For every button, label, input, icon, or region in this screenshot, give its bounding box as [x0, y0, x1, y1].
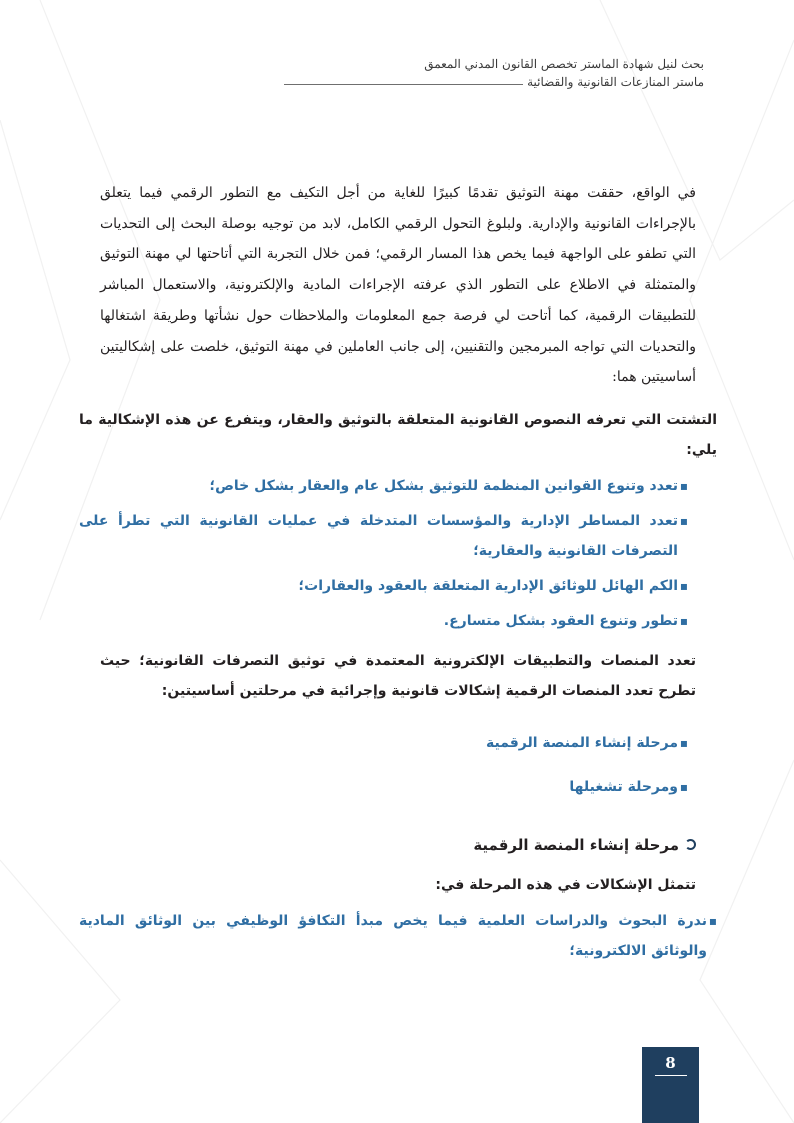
- second-problem-paragraph: تعدد المنصات والتطبيقات الإلكترونية المعتمدة في توثيق التصرفات القانونية؛ حيث تطرح تعدد المنصات الرقمية إشكالات قانونية وإجرائية في مرحلتين أساسيتين:: [100, 652, 696, 699]
- bullet-icon: ▪: [708, 913, 717, 928]
- list-item-text: ومرحلة تشغيلها: [569, 778, 678, 795]
- list-item: [100, 772, 688, 802]
- list-item-text: الكم الهائل للوثائق الإدارية المتعلقة بالعقود والعقارات؛: [298, 577, 678, 594]
- page-body: [79, 178, 717, 976]
- bullet-icon: ▪: [679, 735, 688, 750]
- list-item: [79, 506, 688, 566]
- list-item-text: تعدد وتنوع القوانين المنظمة للتوثيق بشكل عام والعقار بشكل خاص؛: [209, 477, 678, 494]
- sub-heading: تتمثل الإشكالات في هذه المرحلة في:: [435, 876, 696, 893]
- list-item: [100, 728, 688, 758]
- list-item-text: مرحلة إنشاء المنصة الرقمية: [486, 734, 678, 751]
- list-item: [79, 471, 688, 501]
- list-item-text: تطور وتنوع العقود بشكل متسارع.: [443, 612, 678, 629]
- bullet-icon: ▪: [679, 513, 688, 528]
- list-item: [79, 906, 717, 966]
- list-item: [79, 606, 688, 636]
- list-item-text: تعدد المساطر الإدارية والمؤسسات المتدخلة في عمليات القانونية التي تطرأ على التصرفات القانونية والعقارية؛: [79, 512, 678, 559]
- second-problem-list: [100, 728, 688, 802]
- intro-paragraph: في الواقع، حققت مهنة التوثيق تقدمًا كبيرًا للغاية من أجل التكيف مع التطور الرقمي فيما يتعلق بالإجراءات القانونية والإدارية. ولبلوغ التحول الرقمي الكامل، لابد من توجيه بوصلة البحث إلى التحديات التي تطفو على الواجهة فيما يخص هذا المسار الرقمي؛ فمن خلال التجربة التي أتاحتها لي مهنة التوثيق والمتمثلة في الاطلاع على التطور الذي عرفته الإجراءات المادية والإلكترونية، والاستعمال المباشر للتطبيقات الرقمية، كما أتاحت لي فرصة جمع المعلومات والملاحظات حول نشأتها وطريقة اشتغالها والتحديات التي تواجه المبرمجين والتقنيين، إلى جانب العاملين في مهنة التوثيق، خلصت على إشكاليتين أساسيتين هما:: [100, 185, 696, 386]
- list-item: [79, 571, 688, 601]
- bullet-icon: ▪: [679, 578, 688, 593]
- stage-problems-list: [79, 906, 717, 966]
- bullet-icon: ▪: [679, 478, 688, 493]
- section-heading: [100, 830, 704, 860]
- page-number-box: [642, 1047, 699, 1123]
- list-item-text: ندرة البحوث والدراسات العلمية فيما يخص مبدأ التكافؤ الوظيفي بين الوثائق المادية والوثائق الالكترونية؛: [79, 912, 707, 959]
- bullet-icon: ▪: [679, 779, 688, 794]
- header-program-title: ماستر المنازعات القانونية والقضائية: [527, 75, 704, 89]
- header-thesis-title: بحث لنيل شهادة الماستر تخصص القانون المدني المعمق: [424, 57, 704, 71]
- first-problem-list: [79, 471, 688, 636]
- page-number-underline: [655, 1075, 687, 1076]
- page-number: 8: [665, 1054, 676, 1072]
- first-problem-paragraph: التشتت التي تعرفه النصوص القانونية المتعلقة بالتوثيق والعقار، ويتفرع عن هذه الإشكالية ما يلي:: [79, 411, 717, 458]
- circle-arrow-icon: [685, 839, 696, 850]
- page-header: [284, 55, 704, 91]
- section-heading-text: مرحلة إنشاء المنصة الرقمية: [473, 835, 679, 854]
- header-rule: [284, 84, 523, 85]
- header-rule-line: [284, 73, 704, 91]
- bullet-icon: ▪: [679, 613, 688, 628]
